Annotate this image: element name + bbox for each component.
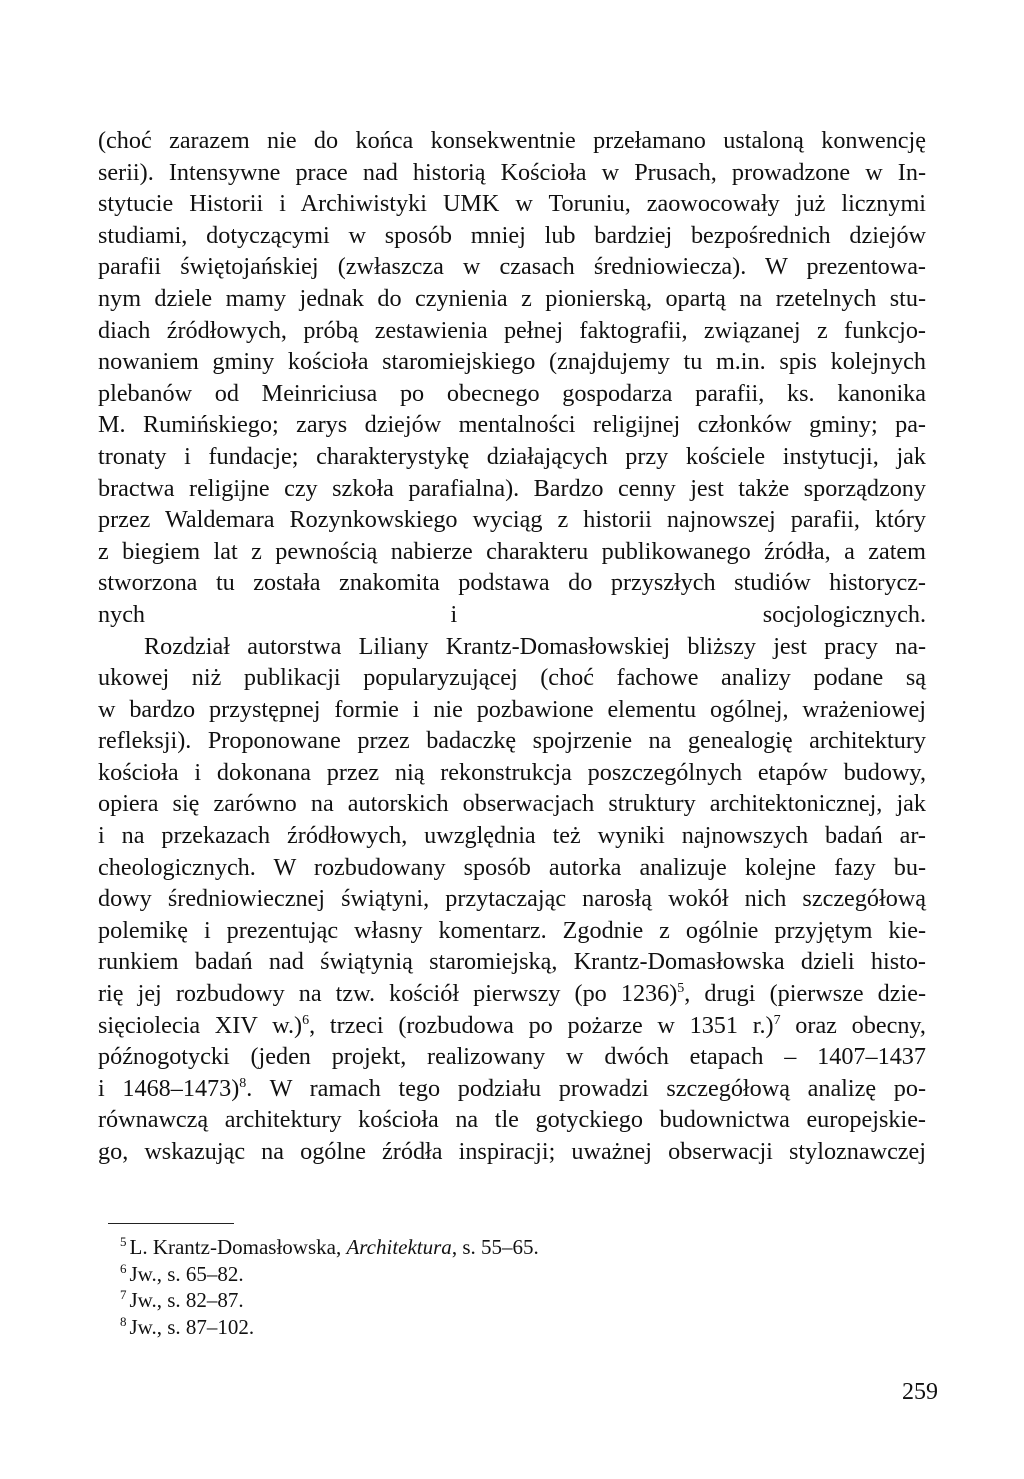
text-line: kościoła i dokonana przez nią rekonstrukcja poszczególnych etapów budowy, (98, 758, 926, 786)
text-line: go, wskazując na ogólne źródła inspiracji; uważnej obserwacji styloznawczej (98, 1138, 926, 1165)
text-segment: , trzeci (rozbudowa po pożarze w 1351 r.) (309, 1011, 774, 1039)
text-line: (choć zarazem nie do końca konsekwentnie przełamano ustaloną konwencję (98, 127, 926, 154)
footnote-number: 8 (120, 1313, 127, 1329)
footnote-pages: , s. 55–65. (451, 1235, 539, 1259)
footnote-divider (108, 1223, 234, 1224)
footnote-text: Jw., s. 65–82. (129, 1261, 244, 1286)
footnote-reference[interactable]: 8 (239, 1075, 247, 1091)
footnote-reference[interactable]: 5 (677, 980, 685, 996)
text-segment: , drugi (pierwsze dzie- (684, 980, 927, 1008)
text-line: późnogotycki (jeden projekt, realizowany w dwóch etapach – 1407–1437 (98, 1043, 926, 1071)
footnote-title: Architektura (346, 1235, 452, 1259)
text-line: równawczą architektury kościoła na tle gotyckiego budownictwa europejskie- (98, 1106, 926, 1134)
footnote (120, 1287, 539, 1314)
footnote (120, 1261, 539, 1288)
text-line: runkiem badań nad świątynią staromiejską, Krantz-Domasłowska dzieli histo- (98, 948, 926, 976)
footnote-number: 5 (120, 1234, 127, 1249)
text-line: ukowej niż publikacji popularyzującej (choć fachowe analizy podane są (98, 664, 926, 692)
page-number: 259 (902, 1379, 938, 1405)
footnotes (120, 1234, 539, 1340)
text-line: w bardzo przystępnej formie i nie pozbawione elementu ogólnej, wrażeniowej (98, 695, 926, 723)
text-line: diach źródłowych, próbą zestawienia pełnej faktografii, związanej z funkcjo- (98, 316, 926, 344)
text-line: cheologicznych. W rozbudowany sposób autorka analizuje kolejne fazy bu- (98, 853, 926, 881)
text-line: serii). Intensywne prace nad historią Kościoła w Prusach, prowadzone w In- (98, 158, 926, 186)
text-line: bractwa religijne czy szkoła parafialna). Bardzo cenny jest także sporządzony (98, 474, 926, 502)
paragraph (98, 125, 926, 631)
text-line: opiera się zarówno na autorskich obserwacjach struktury architektonicznej, jak (98, 790, 926, 818)
text-line: tronaty i fundacje; charakterystykę działających przy kościele instytucji, jak (98, 442, 926, 470)
footnote-reference[interactable]: 6 (302, 1012, 310, 1028)
footnote-text: Jw., s. 87–102. (129, 1314, 255, 1339)
text-line: z biegiem lat z pewnością nabierze charakteru publikowanego źródła, a zatem (98, 537, 926, 565)
text-segment: sięciolecia XIV w.) (98, 1011, 303, 1039)
text-line: nym dziele mamy jednak do czynienia z pionierską, opartą na rzetelnych stu- (98, 284, 926, 312)
footnote-number: 6 (120, 1260, 127, 1276)
text-line: M. Rumińskiego; zarys dziejów mentalności religijnej członków gminy; pa- (98, 411, 926, 439)
footnote-text: Jw., s. 82–87. (129, 1288, 244, 1312)
footnote-reference[interactable]: 7 (773, 1012, 781, 1028)
text-segment: . W ramach tego podziału prowadzi szczegółową analizę po- (246, 1074, 927, 1102)
text-line: nowaniem gminy kościoła staromiejskiego (znajdujemy tu m.in. spis kolejnych (98, 348, 926, 376)
text-line: nych i socjologicznych. (98, 600, 926, 628)
text-line: refleksji). Proponowane przez badaczkę spojrzenie na genealogię architektury (98, 727, 926, 755)
text-line (98, 1010, 926, 1042)
text-segment: rię jej rozbudowy na tzw. kościół pierwszy (po 1236) (98, 980, 678, 1008)
text-line (98, 978, 926, 1010)
text-line: polemikę i prezentując własny komentarz. Zgodnie z ogólnie przyjętym kie- (98, 916, 926, 944)
footnote (120, 1314, 539, 1341)
footnote (120, 1234, 539, 1261)
text-segment: oraz obecny, (780, 1011, 926, 1039)
text-line: parafii świętojańskiej (zwłaszcza w czasach średniowiecza). W prezentowa- (98, 253, 926, 281)
body-text (98, 125, 926, 1168)
paragraph (98, 631, 926, 1168)
text-line: dowy średniowiecznej świątyni, przytaczając narosłą wokół nich szczegółową (98, 885, 926, 913)
text-line: stytucie Historii i Archiwistyki UMK w Toruniu, zaowocowały już licznymi (98, 190, 926, 218)
text-line: przez Waldemara Rozynkowskiego wyciąg z historii najnowszej parafii, który (98, 506, 926, 534)
text-line: i na przekazach źródłowych, uwzględnia też wyniki najnowszych badań ar- (98, 822, 926, 850)
footnote-number: 7 (120, 1287, 127, 1302)
text-line (98, 1073, 926, 1105)
text-segment: i 1468–1473) (98, 1074, 240, 1102)
text-line: stworzona tu została znakomita podstawa do przyszłych studiów historycz- (98, 569, 926, 597)
text-line: studiami, dotyczącymi w sposób mniej lub bardziej bezpośrednich dziejów (98, 221, 926, 249)
text-line: plebanów od Meinriciusa po obecnego gospodarza parafii, ks. kanonika (98, 379, 926, 407)
footnote-author: L. Krantz-Domasłowska, (129, 1235, 347, 1259)
text-line: Rozdział autorstwa Liliany Krantz-Domasłowskiej bliższy jest pracy na- (144, 632, 926, 660)
